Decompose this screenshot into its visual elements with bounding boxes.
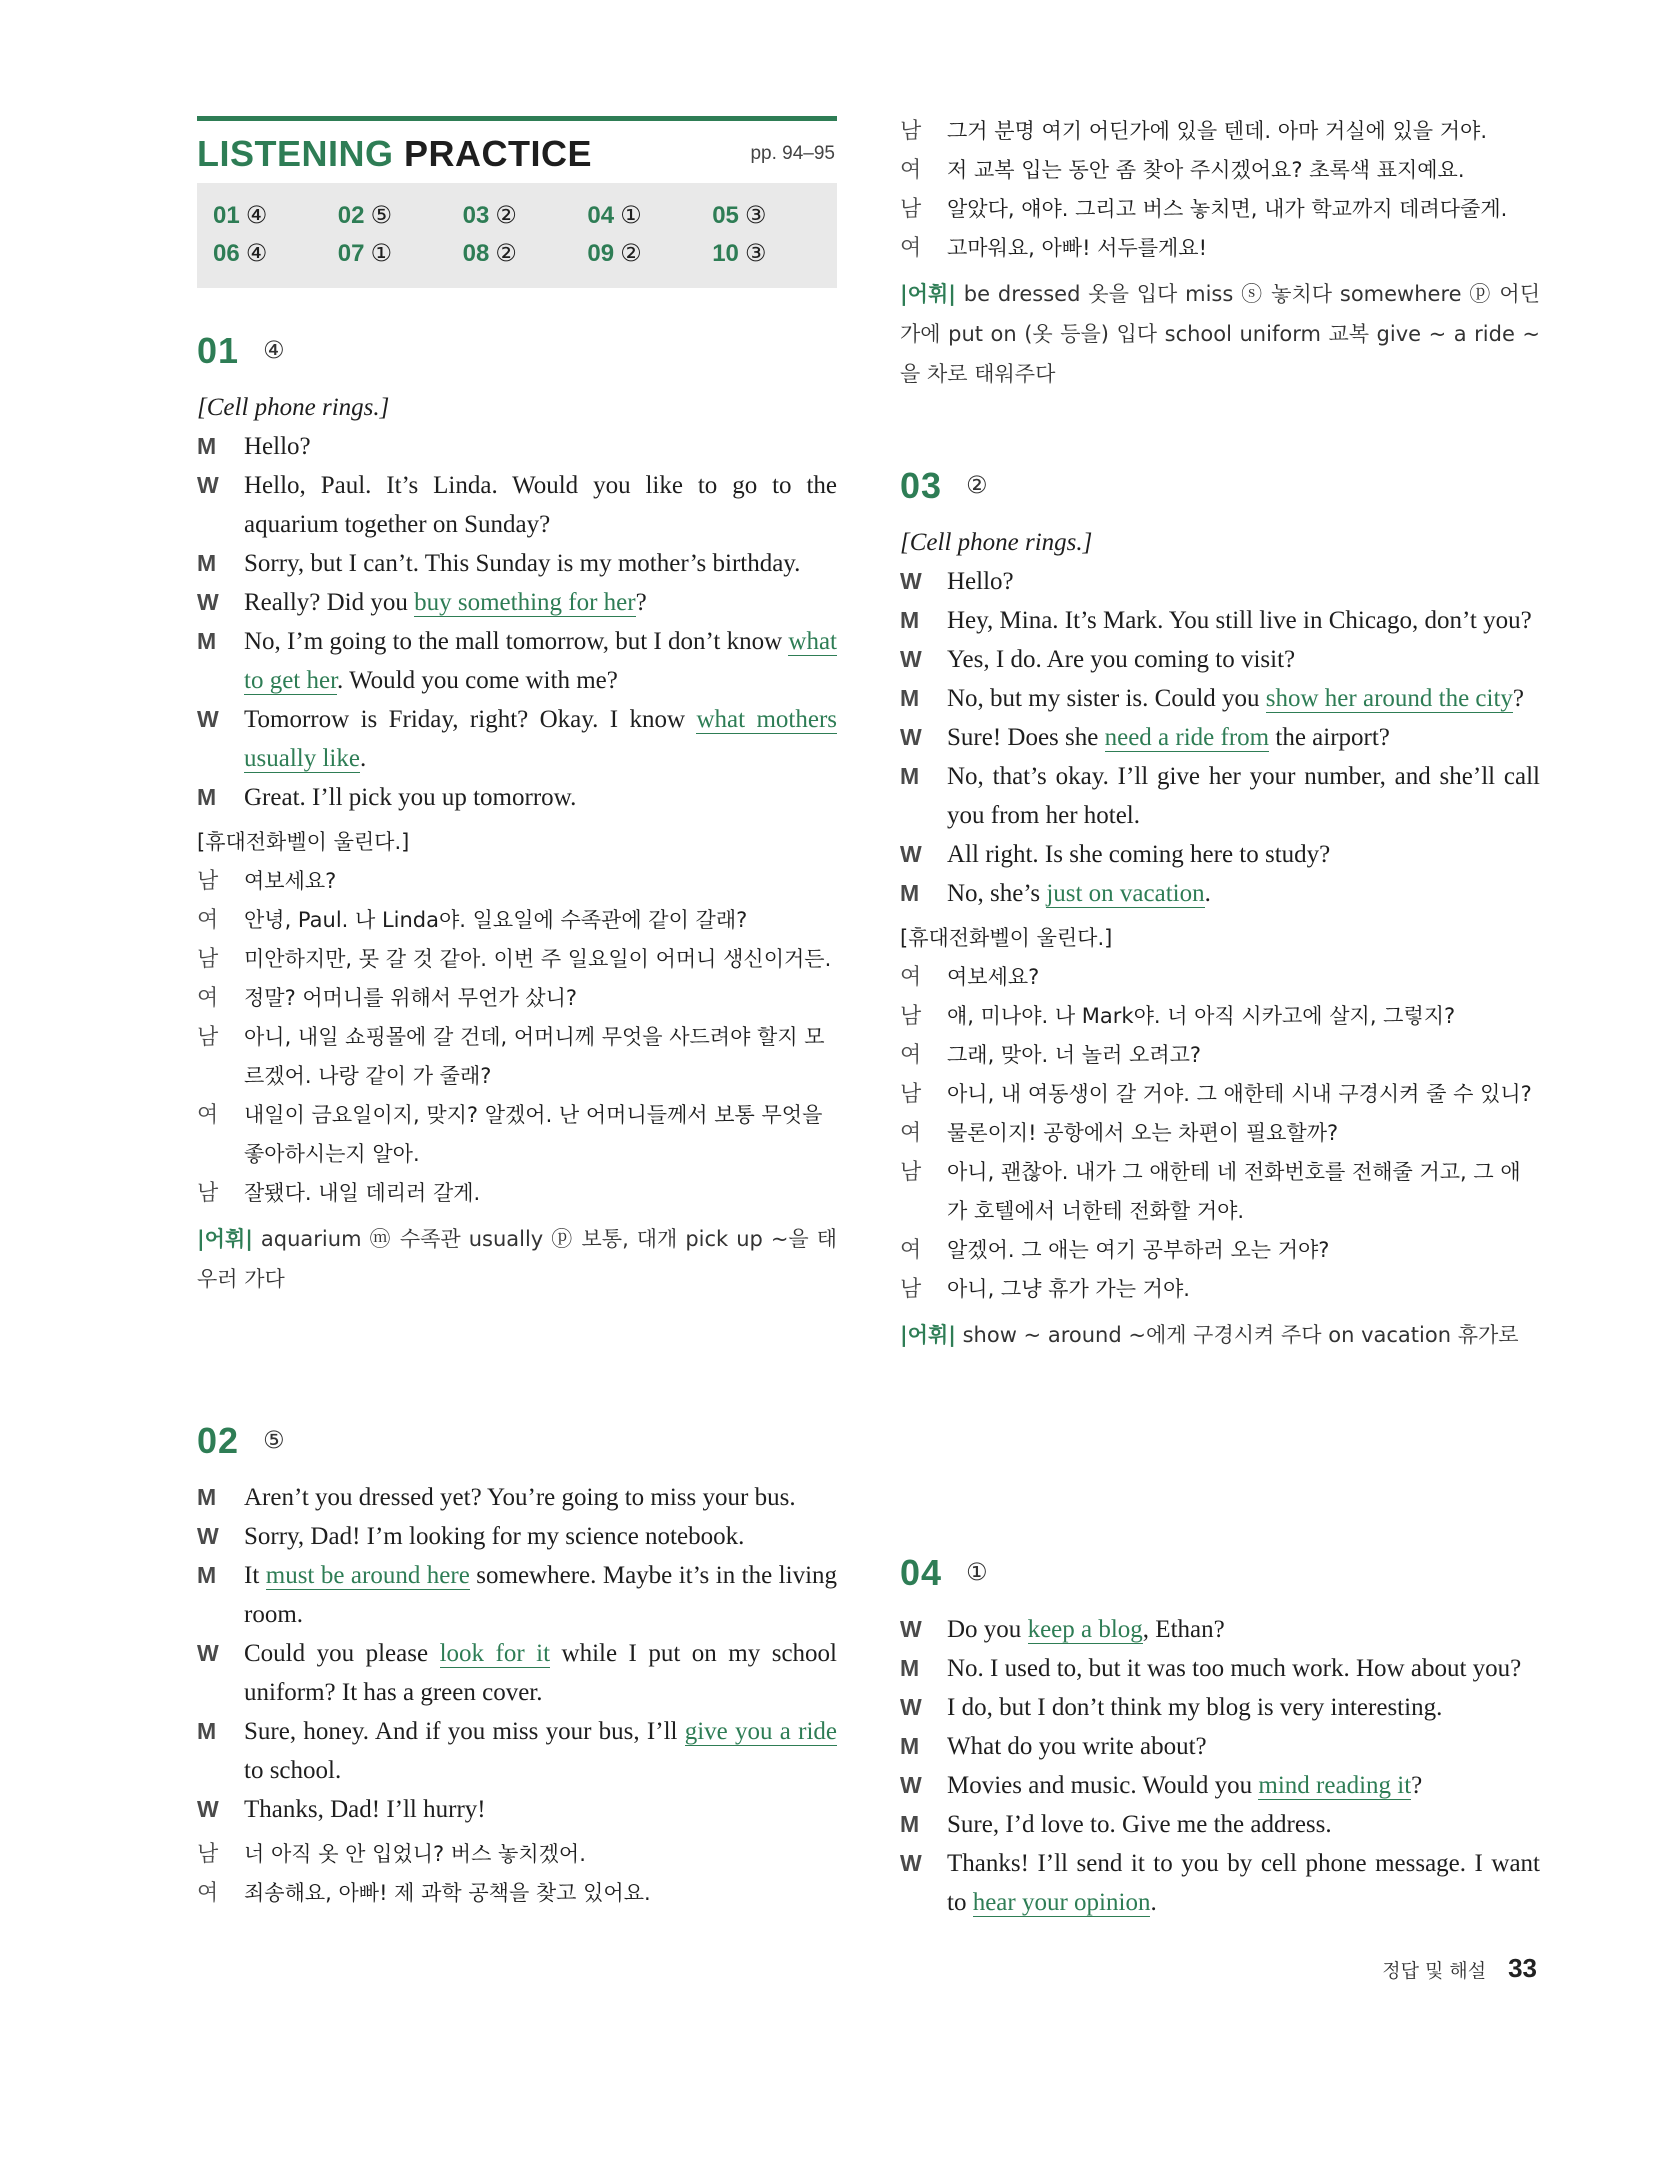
dialogue-line — [197, 778, 837, 817]
answer-number: 10 — [712, 240, 739, 267]
section-header — [197, 1420, 837, 1478]
speaker-label: M — [900, 607, 920, 633]
speaker-label-ko: 여 — [197, 1103, 219, 1128]
dialogue-text: . Would you come with me? — [337, 667, 618, 694]
dialogue-text: Sure! Does she — [947, 724, 1105, 751]
answer-phrase: hear your opinion — [972, 1889, 1151, 1916]
speaker-label: M — [900, 763, 920, 789]
dialogue-line — [197, 1517, 837, 1556]
translation-line — [900, 229, 1540, 268]
answer-phrase: keep a blog — [1027, 1616, 1143, 1643]
dialogue-text: ? — [1411, 1772, 1423, 1799]
speaker-label-ko: 남 — [197, 1842, 219, 1867]
translation-text: 너 아직 옷 안 입었니? 버스 놓치겠어. — [244, 1842, 586, 1866]
answer-key-header — [197, 121, 837, 183]
speaker-label: M — [900, 880, 920, 906]
speaker-label-ko: 여 — [197, 908, 219, 933]
speaker-label-ko: 남 — [900, 1160, 922, 1185]
section-answer: ④ — [263, 336, 285, 364]
translation-line — [197, 1018, 837, 1096]
section-header — [900, 1552, 1540, 1610]
translation-line — [197, 940, 837, 979]
answer-choice: ① — [620, 202, 642, 229]
answer-choice: ② — [495, 202, 517, 229]
dialogue-text: Sure, honey. And if you miss your bus, I’ll — [244, 1718, 685, 1745]
answer-number: 07 — [337, 240, 365, 267]
section-number: 04 — [900, 1552, 943, 1593]
dialogue-line — [900, 640, 1540, 679]
translation-line — [197, 1835, 837, 1874]
section-header — [900, 465, 1540, 523]
dialogue-text: Aren’t you dressed yet? You’re going to miss your bus. — [244, 1484, 796, 1511]
speaker-label-ko: 여 — [197, 986, 219, 1011]
dialogue-line — [900, 1727, 1540, 1766]
dialogue-line — [197, 622, 837, 700]
speaker-label-ko: 여 — [900, 158, 922, 183]
translation-text: 여보세요? — [947, 965, 1040, 989]
vocabulary-label: |어휘| — [197, 1227, 253, 1251]
answer-key — [197, 116, 837, 288]
vocabulary-text: show ~ around ~에게 구경시켜 주다 on vacation 휴가로 — [962, 1323, 1519, 1347]
translation-text: 물론이지! 공항에서 오는 차편이 필요할까? — [947, 1121, 1339, 1145]
answer-choice: ④ — [245, 202, 268, 229]
answer-grid — [197, 183, 837, 288]
speaker-label: W — [900, 1772, 922, 1798]
vocabulary-label: |어휘| — [900, 282, 956, 306]
answer-choice: ③ — [744, 240, 767, 267]
speaker-label: M — [197, 1718, 217, 1744]
answer-number: 02 — [337, 202, 365, 229]
stage-direction: [Cell phone rings.] — [900, 529, 1093, 556]
dialogue-text: Great. I’ll pick you up tomorrow. — [244, 784, 577, 811]
answer-choice: ④ — [245, 240, 268, 267]
dialogue-text: ? — [635, 589, 647, 616]
translation-text: 알겠어. 그 애는 여기 공부하러 오는 거야? — [947, 1238, 1330, 1262]
dialogue-text: , Ethan? — [1142, 1616, 1225, 1643]
dialogue-text: Really? Did you — [244, 589, 415, 616]
translation-text: 아니, 내일 쇼핑몰에 갈 건데, 어머니께 무엇을 사드려야 할지 모르겠어. 나랑 같이 가 줄래? — [244, 1025, 825, 1088]
speaker-label: W — [197, 706, 219, 732]
speaker-label-ko: 여 — [900, 965, 922, 990]
speaker-label: W — [900, 568, 922, 594]
speaker-label: W — [197, 1523, 219, 1549]
dialogue-text: while I put on my school uniform? It has a green cover. — [244, 1640, 837, 1706]
answer-number: 03 — [462, 202, 490, 229]
answer-phrase: look for it — [439, 1640, 551, 1667]
stage-direction-ko: [휴대전화벨이 울린다.] — [900, 926, 1113, 950]
answer-choice: ⑤ — [370, 202, 393, 229]
dialogue-line — [197, 1634, 837, 1712]
speaker-label: W — [900, 841, 922, 867]
dialogue-line — [900, 1805, 1540, 1844]
answer-cell — [338, 239, 463, 277]
dialogue-text: Yes, I do. Are you coming to visit? — [947, 646, 1296, 673]
dialogue-line — [900, 562, 1540, 601]
translation-text: 아니, 그냥 휴가 가는 거야. — [947, 1277, 1190, 1301]
dialogue-line — [197, 1556, 837, 1634]
translation-text: 그거 분명 여기 어딘가에 있을 텐데. 아마 거실에 있을 거야. — [947, 119, 1488, 143]
translation-text: 여보세요? — [244, 869, 337, 893]
translation-line — [900, 151, 1540, 190]
answer-number: 04 — [587, 202, 615, 229]
answer-phrase: give you a ride — [684, 1718, 837, 1745]
answer-phrase: need a ride from — [1104, 724, 1270, 751]
answer-number: 09 — [587, 240, 615, 267]
dialogue-text: Sure, I’d love to. Give me the address. — [947, 1811, 1332, 1838]
speaker-label: M — [900, 1811, 920, 1837]
footer-label: 정답 및 해설 — [1382, 1960, 1487, 1982]
section-answer: ① — [966, 1558, 988, 1586]
translation-line — [900, 997, 1540, 1036]
speaker-label: M — [197, 433, 217, 459]
dialogue-line — [900, 757, 1540, 835]
dialogue-text: Do you — [947, 1616, 1028, 1643]
dialogue-line — [197, 427, 837, 466]
answer-number: 06 — [213, 240, 240, 267]
dialogue-text: No, that’s okay. I’ll give her your number, and she’ll call you from her hotel. — [947, 763, 1540, 829]
translation-line — [197, 862, 837, 901]
answer-phrase: must be around here — [265, 1562, 470, 1589]
section-answer: ⑤ — [263, 1426, 285, 1454]
translation-line — [900, 1231, 1540, 1270]
answer-cell — [587, 201, 712, 239]
dialogue-text: Sorry, but I can’t. This Sunday is my mother’s birthday. — [244, 550, 801, 577]
speaker-label-ko: 여 — [900, 236, 922, 261]
dialogue-text: ? — [1512, 685, 1525, 712]
speaker-label: M — [197, 550, 217, 576]
answer-cell — [712, 239, 837, 277]
dialogue-line — [900, 1688, 1540, 1727]
speaker-label: M — [197, 784, 217, 810]
dialogue-text: All right. Is she coming here to study? — [947, 841, 1331, 868]
answer-key-pages: pp. 94–95 — [750, 143, 835, 164]
speaker-label: M — [197, 1484, 217, 1510]
section-03 — [900, 465, 1540, 1355]
answer-cell — [463, 201, 588, 239]
answer-phrase: mind reading it — [1258, 1772, 1412, 1799]
dialogue-text: . — [1150, 1889, 1157, 1916]
translation-text: 안녕, Paul. 나 Linda야. 일요일에 수족관에 같이 갈래? — [244, 908, 748, 932]
speaker-label-ko: 남 — [197, 1025, 219, 1050]
translation-line — [900, 190, 1540, 229]
translation-line — [197, 979, 837, 1018]
speaker-label-ko: 남 — [900, 1082, 922, 1107]
dialogue-line — [900, 1766, 1540, 1805]
section-04 — [900, 1552, 1540, 1922]
dialogue-text: Hey, Mina. It’s Mark. You still live in Chicago, don’t you? — [947, 607, 1532, 634]
dialogue-text: It — [244, 1562, 266, 1589]
answer-choice: ② — [620, 240, 642, 267]
answer-phrase: just on vacation — [1046, 880, 1205, 907]
section-number: 01 — [197, 330, 240, 371]
translation-line — [900, 1153, 1540, 1231]
translation-line — [900, 958, 1540, 997]
answer-number: 05 — [712, 202, 739, 229]
translation-line — [197, 1874, 837, 1913]
answer-phrase: buy something for her — [414, 589, 636, 616]
answer-cell — [213, 201, 338, 239]
vocabulary-text: aquarium ⓜ 수족관 usually ⓟ 보통, 대개 pick up ~을 태우러 가다 — [197, 1227, 837, 1291]
dialogue-text: What do you write about? — [947, 1733, 1207, 1760]
section-02 — [197, 1420, 837, 1913]
dialogue-text: No, she’s — [947, 880, 1047, 907]
dialogue-text: to school. — [244, 1757, 342, 1784]
translation-text: 저 교복 입는 동안 좀 찾아 주시겠어요? 초록색 표지예요. — [947, 158, 1465, 182]
dialogue-text: the airport? — [1269, 724, 1390, 751]
translation-text: 얘, 미나야. 나 Mark야. 너 아직 시카고에 살지, 그렇지? — [947, 1004, 1456, 1028]
title-practice: PRACTICE — [404, 133, 593, 174]
speaker-label-ko: 남 — [197, 947, 219, 972]
speaker-label: M — [900, 685, 920, 711]
speaker-label: W — [197, 472, 219, 498]
answer-key-title — [197, 133, 592, 175]
answer-cell — [213, 239, 338, 277]
answer-cell — [587, 239, 712, 277]
translation-line — [900, 1270, 1540, 1309]
speaker-label: M — [197, 1562, 217, 1588]
answer-cell — [338, 201, 463, 239]
translation-text: 아니, 내 여동생이 갈 거야. 그 애한테 시내 구경시켜 줄 수 있니? — [947, 1082, 1532, 1106]
speaker-label-ko: 여 — [197, 1881, 219, 1906]
vocabulary-label: |어휘| — [900, 1323, 956, 1347]
dialogue-text: Thanks, Dad! I’ll hurry! — [244, 1796, 486, 1823]
dialogue-line — [900, 1649, 1540, 1688]
answer-number: 01 — [213, 202, 240, 229]
translation-line — [197, 1096, 837, 1174]
speaker-label: W — [900, 646, 922, 672]
dialogue-line — [197, 1712, 837, 1790]
stage-direction: [Cell phone rings.] — [197, 394, 390, 421]
dialogue-line — [197, 544, 837, 583]
translation-text: 정말? 어머니를 위해서 무언가 샀니? — [244, 986, 577, 1010]
page-footer — [1382, 1953, 1537, 1984]
dialogue-line — [900, 835, 1540, 874]
dialogue-text: No. I used to, but it was too much work. How about you? — [947, 1655, 1522, 1682]
dialogue-text: somewhere. Maybe it’s in the living room. — [244, 1562, 838, 1628]
dialogue-text: . — [359, 745, 367, 772]
dialogue-text: Could you please — [244, 1640, 440, 1667]
answer-choice: ③ — [744, 202, 767, 229]
section-header — [197, 330, 837, 388]
speaker-label-ko: 남 — [900, 197, 922, 222]
translation-text: 아니, 괜찮아. 내가 그 애한테 네 전화번호를 전해줄 거고, 그 애가 호텔에서 너한테 전화할 거야. — [947, 1160, 1521, 1223]
dialogue-line — [197, 1790, 837, 1829]
speaker-label-ko: 남 — [900, 1277, 922, 1302]
section-number: 02 — [197, 1420, 240, 1461]
page-number: 33 — [1508, 1953, 1537, 1983]
dialogue-text: Hello? — [947, 568, 1014, 595]
answer-cell — [463, 239, 588, 277]
translation-line — [900, 1114, 1540, 1153]
translation-text: 잘됐다. 내일 데리러 갈게. — [244, 1181, 481, 1205]
section-answer: ② — [966, 471, 988, 499]
dialogue-line — [197, 1478, 837, 1517]
dialogue-text: Thanks! I’ll send it to you by cell phone message. I want to — [947, 1850, 1540, 1916]
dialogue-line — [900, 1610, 1540, 1649]
speaker-label-ko: 남 — [900, 1004, 922, 1029]
translation-text: 고마워요, 아빠! 서두를게요! — [947, 236, 1208, 260]
dialogue-text: No, I’m going to the mall tomorrow, but I don’t know — [244, 628, 789, 655]
dialogue-text: Hello, Paul. It’s Linda. Would you like to go to the aquarium together on Sunday? — [244, 472, 837, 538]
speaker-label-ko: 여 — [900, 1121, 922, 1146]
dialogue-text: No, but my sister is. Could you — [947, 685, 1266, 712]
translation-text: 그래, 맞아. 너 놀러 오려고? — [947, 1043, 1202, 1067]
speaker-label: W — [197, 1640, 219, 1666]
speaker-label: M — [900, 1655, 920, 1681]
answer-cell — [712, 201, 837, 239]
speaker-label: W — [900, 1616, 922, 1642]
answer-number: 08 — [462, 240, 490, 267]
translation-line — [900, 112, 1540, 151]
dialogue-line — [900, 601, 1540, 640]
dialogue-text: Movies and music. Would you — [947, 1772, 1259, 1799]
translation-text: 죄송해요, 아빠! 제 과학 공책을 찾고 있어요. — [244, 1881, 651, 1905]
section-number: 03 — [900, 465, 943, 506]
dialogue-text: . — [1204, 880, 1211, 907]
translation-text: 미안하지만, 못 갈 것 같아. 이번 주 일요일이 어머니 생신이거든. — [244, 947, 832, 971]
dialogue-line — [197, 583, 837, 622]
dialogue-text: Tomorrow is Friday, right? Okay. I know — [244, 706, 697, 733]
answer-phrase: what to get her — [244, 628, 837, 694]
dialogue-line — [197, 466, 837, 544]
speaker-label-ko: 여 — [900, 1043, 922, 1068]
translation-text: 알았다, 얘야. 그리고 버스 놓치면, 내가 학교까지 데려다줄게. — [947, 197, 1508, 221]
speaker-label: M — [197, 628, 217, 654]
speaker-label: W — [900, 1694, 922, 1720]
vocabulary-note — [900, 1315, 1540, 1355]
speaker-label-ko: 남 — [197, 869, 219, 894]
dialogue-line — [197, 700, 837, 778]
answer-phrase: what mothers usually like — [244, 706, 837, 772]
speaker-label-ko: 여 — [900, 1238, 922, 1263]
dialogue-line — [900, 874, 1540, 913]
dialogue-line — [900, 1844, 1540, 1922]
stage-direction-ko: [휴대전화벨이 울린다.] — [197, 830, 410, 854]
speaker-label: W — [900, 1850, 922, 1876]
answer-choice: ① — [370, 240, 393, 267]
section-01 — [197, 330, 837, 1299]
vocabulary-note — [197, 1219, 837, 1299]
speaker-label-ko: 남 — [197, 1181, 219, 1206]
dialogue-text: Sorry, Dad! I’m looking for my science notebook. — [244, 1523, 745, 1550]
title-listening: LISTENING — [197, 133, 394, 174]
speaker-label: M — [900, 1733, 920, 1759]
vocabulary-note — [900, 274, 1540, 394]
speaker-label-ko: 남 — [900, 119, 922, 144]
dialogue-text: Hello? — [244, 433, 311, 460]
answer-phrase: show her around the city — [1265, 685, 1513, 712]
speaker-label: W — [900, 724, 922, 750]
dialogue-line — [900, 718, 1540, 757]
answer-choice: ② — [495, 240, 517, 267]
translation-line — [197, 1174, 837, 1213]
section-02-continued — [900, 112, 1540, 394]
translation-text: 내일이 금요일이지, 맞지? 알겠어. 난 어머니들께서 보통 무엇을 좋아하시는지 알아. — [244, 1103, 823, 1166]
translation-line — [900, 1075, 1540, 1114]
translation-line — [197, 901, 837, 940]
speaker-label: W — [197, 589, 219, 615]
dialogue-line — [900, 679, 1540, 718]
speaker-label: W — [197, 1796, 219, 1822]
dialogue-text: I do, but I don’t think my blog is very interesting. — [947, 1694, 1443, 1721]
vocabulary-text: be dressed 옷을 입다 miss ⓢ 놓치다 somewhere ⓟ 어딘가에 put on (옷 등을) 입다 school uniform 교복 give ~ a ride ~을 차로 태워주다 — [900, 282, 1540, 386]
translation-line — [900, 1036, 1540, 1075]
